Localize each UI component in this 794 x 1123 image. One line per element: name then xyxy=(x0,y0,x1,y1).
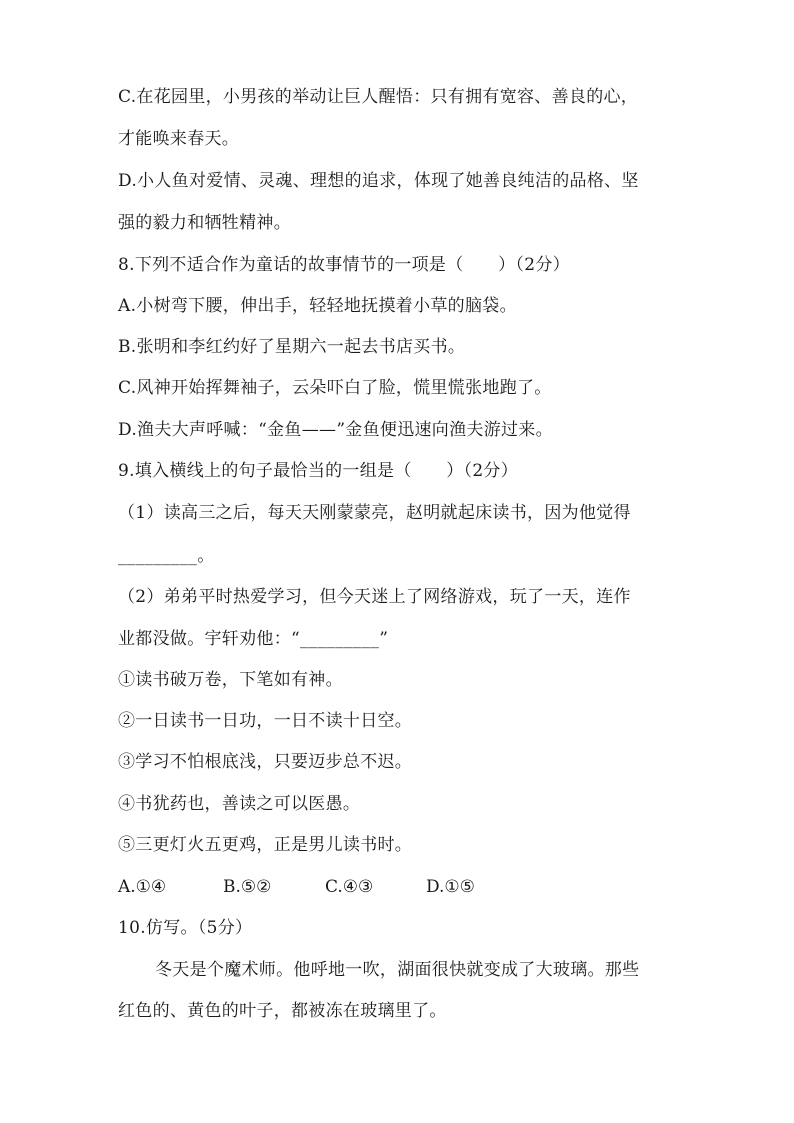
q8-stem: 8.下列不适合作为童话的故事情节的一项是（ ）（2分） xyxy=(118,255,570,275)
q9-choice-b: B.⑤② xyxy=(223,877,272,897)
q9-choice-c: C.④③ xyxy=(325,877,374,897)
q9-part2-line2: 业都没做。宇轩劝他：“_________” xyxy=(118,629,389,649)
q7-option-d-line2: 强的毅力和牺牲精神。 xyxy=(118,213,291,233)
q8-option-a: A.小树弯下腰，伸出手，轻轻地抚摸着小草的脑袋。 xyxy=(118,296,517,316)
q9-stem: 9.填入横线上的句子最恰当的一组是（ ）（2分） xyxy=(118,461,519,481)
q9-sentence-4: ④书犹药也，善读之可以医愚。 xyxy=(118,794,361,814)
q10-paragraph-line1: 冬天是个魔术师。他呼地一吹，湖面很快就变成了大玻璃。那些 xyxy=(155,960,640,980)
q10-paragraph-line2: 红色的、黄色的叶子，都被冻在玻璃里了。 xyxy=(118,1001,447,1021)
q9-sentence-2: ②一日读书一日功，一日不读十日空。 xyxy=(118,711,413,731)
q9-sentence-3: ③学习不怕根底浅，只要迈步总不迟。 xyxy=(118,752,413,772)
q9-sentence-1: ①读书破万卷，下笔如有神。 xyxy=(118,670,343,690)
q9-part1-line2: _________。 xyxy=(118,546,215,566)
q8-option-b: B.张明和李红约好了星期六一起去书店买书。 xyxy=(118,337,466,357)
q7-option-c-line1: C.在花园里，小男孩的举动让巨人醒悟：只有拥有宽容、善良的心， xyxy=(118,87,639,107)
q8-option-d: D.渔夫大声呼喊：“金鱼——”金鱼便迅速向渔夫游过来。 xyxy=(118,420,553,440)
q9-part1-line1: （1）读高三之后，每天天刚蒙蒙亮，赵明就起床读书，因为他觉得 xyxy=(118,503,631,523)
q9-sentence-5: ⑤三更灯火五更鸡，正是男儿读书时。 xyxy=(118,835,413,855)
q8-option-c: C.风神开始挥舞袖子，云朵吓白了脸，慌里慌张地跑了。 xyxy=(118,378,552,398)
q7-option-d-line1: D.小人鱼对爱情、灵魂、理想的追求，体现了她善良纯洁的品格、坚 xyxy=(118,171,639,191)
q10-stem: 10.仿写。（5分） xyxy=(118,918,253,938)
q9-choice-a: A.①④ xyxy=(118,877,167,897)
q9-part2-line1: （2）弟弟平时热爱学习，但今天迷上了网络游戏，玩了一天，连作 xyxy=(118,587,631,607)
q7-option-c-line2: 才能唤来春天。 xyxy=(118,129,240,149)
q9-choice-d: D.①⑤ xyxy=(426,877,475,897)
